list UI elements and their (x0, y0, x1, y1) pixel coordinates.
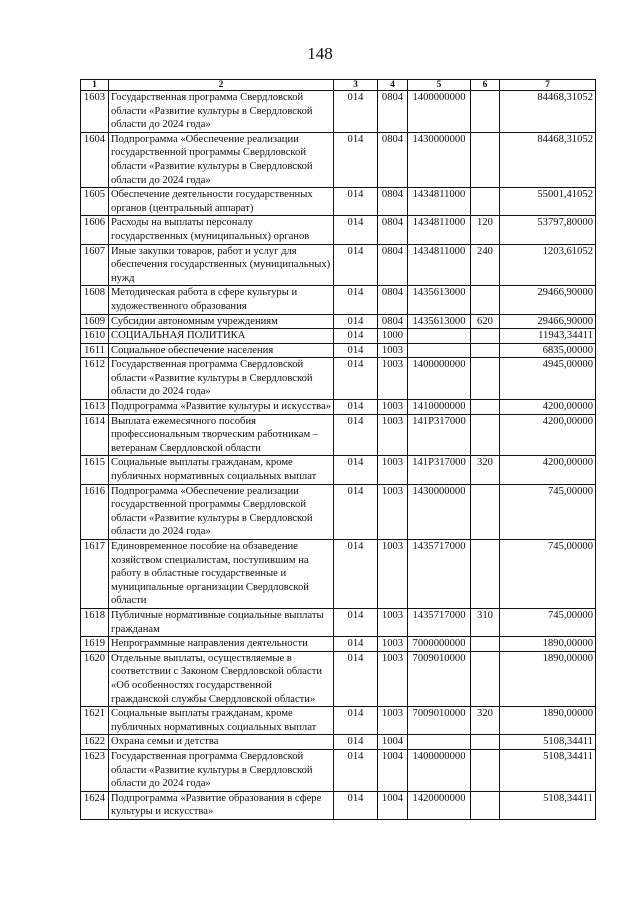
table-header-row (81, 80, 596, 91)
amount-cell: 55001,41052 (500, 188, 596, 216)
section-code-cell: 0804 (378, 314, 408, 329)
row-number-cell: 1611 (81, 343, 109, 358)
ministry-code-cell: 014 (334, 400, 378, 415)
ministry-code-cell: 014 (334, 484, 378, 539)
expense-type-cell: 310 (471, 608, 500, 636)
section-code-cell: 0804 (378, 132, 408, 187)
target-article-cell: 1434811000 (408, 244, 471, 286)
target-article-cell: 1400000000 (408, 358, 471, 400)
ministry-code-cell: 014 (334, 132, 378, 187)
table-row (81, 608, 596, 636)
row-number-cell: 1619 (81, 637, 109, 652)
expense-type-cell (471, 329, 500, 344)
row-name-cell: Подпрограмма «Развитие культуры и искусства» (109, 400, 334, 415)
row-name-cell: СОЦИАЛЬНАЯ ПОЛИТИКА (109, 329, 334, 344)
row-number-cell: 1605 (81, 188, 109, 216)
section-code-cell: 1003 (378, 540, 408, 609)
target-article-cell (408, 329, 471, 344)
table-row (81, 735, 596, 750)
section-code-cell: 0804 (378, 216, 408, 244)
target-article-cell: 1430000000 (408, 132, 471, 187)
expense-type-cell (471, 651, 500, 706)
table-row (81, 791, 596, 819)
row-name-cell: Подпрограмма «Обеспечение реализации государственной программы Свердловской области «Развитие культуры в Свердловской области до 2024 года» (109, 132, 334, 187)
amount-cell: 53797,80000 (500, 216, 596, 244)
section-code-cell: 1003 (378, 484, 408, 539)
row-number-cell: 1614 (81, 414, 109, 456)
ministry-code-cell: 014 (334, 286, 378, 314)
ministry-code-cell: 014 (334, 637, 378, 652)
target-article-cell: 1410000000 (408, 400, 471, 415)
ministry-code-cell: 014 (334, 791, 378, 819)
section-code-cell: 0804 (378, 244, 408, 286)
section-code-cell: 1004 (378, 735, 408, 750)
target-article-cell: 1434811000 (408, 188, 471, 216)
target-article-cell: 1400000000 (408, 91, 471, 133)
amount-cell: 745,00000 (500, 540, 596, 609)
row-name-cell: Расходы на выплаты персоналу государственных (муниципальных) органов (109, 216, 334, 244)
column-header: 3 (334, 80, 378, 91)
section-code-cell: 1003 (378, 707, 408, 735)
row-name-cell: Государственная программа Свердловской области «Развитие культуры в Свердловской области до 2024 года» (109, 749, 334, 791)
column-header: 4 (378, 80, 408, 91)
ministry-code-cell: 014 (334, 414, 378, 456)
amount-cell: 1203,61052 (500, 244, 596, 286)
row-name-cell: Непрограммные направления деятельности (109, 637, 334, 652)
table-row (81, 358, 596, 400)
expense-type-cell (471, 735, 500, 750)
row-name-cell: Подпрограмма «Обеспечение реализации государственной программы Свердловской области «Развитие культуры в Свердловской области до 2024 года» (109, 484, 334, 539)
table-row (81, 414, 596, 456)
amount-cell: 1890,00000 (500, 651, 596, 706)
expense-type-cell: 240 (471, 244, 500, 286)
row-number-cell: 1608 (81, 286, 109, 314)
column-header: 1 (81, 80, 109, 91)
amount-cell: 29466,90000 (500, 314, 596, 329)
amount-cell: 84468,31052 (500, 132, 596, 187)
section-code-cell: 1003 (378, 400, 408, 415)
row-number-cell: 1603 (81, 91, 109, 133)
column-header: 7 (500, 80, 596, 91)
section-code-cell: 1003 (378, 456, 408, 484)
section-code-cell: 1003 (378, 637, 408, 652)
section-code-cell: 1000 (378, 329, 408, 344)
target-article-cell: 1435613000 (408, 314, 471, 329)
section-code-cell: 0804 (378, 188, 408, 216)
table-row (81, 400, 596, 415)
expense-type-cell (471, 286, 500, 314)
column-header: 2 (109, 80, 334, 91)
row-name-cell: Методическая работа в сфере культуры и художественного образования (109, 286, 334, 314)
table-body (81, 91, 596, 820)
table-row (81, 91, 596, 133)
ministry-code-cell: 014 (334, 343, 378, 358)
row-name-cell: Публичные нормативные социальные выплаты гражданам (109, 608, 334, 636)
row-number-cell: 1617 (81, 540, 109, 609)
target-article-cell: 1435717000 (408, 540, 471, 609)
table-row (81, 132, 596, 187)
ministry-code-cell: 014 (334, 91, 378, 133)
section-code-cell: 1003 (378, 414, 408, 456)
row-number-cell: 1624 (81, 791, 109, 819)
row-number-cell: 1612 (81, 358, 109, 400)
amount-cell: 6835,00000 (500, 343, 596, 358)
target-article-cell: 1420000000 (408, 791, 471, 819)
section-code-cell: 1003 (378, 651, 408, 706)
row-number-cell: 1615 (81, 456, 109, 484)
column-header: 6 (471, 80, 500, 91)
target-article-cell: 1435613000 (408, 286, 471, 314)
table-row (81, 343, 596, 358)
amount-cell: 4945,00000 (500, 358, 596, 400)
amount-cell: 5108,34411 (500, 735, 596, 750)
row-name-cell: Выплата ежемесячного пособия профессиональным творческим работникам – ветеранам Свердловской области (109, 414, 334, 456)
ministry-code-cell: 014 (334, 244, 378, 286)
target-article-cell: 7000000000 (408, 637, 471, 652)
ministry-code-cell: 014 (334, 358, 378, 400)
target-article-cell (408, 343, 471, 358)
amount-cell: 745,00000 (500, 608, 596, 636)
section-code-cell: 0804 (378, 91, 408, 133)
target-article-cell: 1400000000 (408, 749, 471, 791)
section-code-cell: 1004 (378, 791, 408, 819)
expense-type-cell (471, 188, 500, 216)
ministry-code-cell: 014 (334, 608, 378, 636)
row-name-cell: Социальное обеспечение населения (109, 343, 334, 358)
amount-cell: 745,00000 (500, 484, 596, 539)
section-code-cell: 1003 (378, 358, 408, 400)
table-row (81, 244, 596, 286)
amount-cell: 1890,00000 (500, 637, 596, 652)
table-row (81, 540, 596, 609)
expense-type-cell (471, 637, 500, 652)
row-number-cell: 1613 (81, 400, 109, 415)
row-name-cell: Государственная программа Свердловской области «Развитие культуры в Свердловской области до 2024 года» (109, 358, 334, 400)
expense-type-cell (471, 791, 500, 819)
ministry-code-cell: 014 (334, 749, 378, 791)
table-row (81, 651, 596, 706)
table-row (81, 637, 596, 652)
row-number-cell: 1620 (81, 651, 109, 706)
ministry-code-cell: 014 (334, 188, 378, 216)
amount-cell: 1890,00000 (500, 707, 596, 735)
row-name-cell: Подпрограмма «Развитие образования в сфере культуры и искусства» (109, 791, 334, 819)
target-article-cell: 1430000000 (408, 484, 471, 539)
expense-type-cell (471, 749, 500, 791)
expense-type-cell (471, 358, 500, 400)
row-number-cell: 1604 (81, 132, 109, 187)
expense-type-cell (471, 484, 500, 539)
row-name-cell: Отдельные выплаты, осуществляемые в соответствии с Законом Свердловской области «Об особенностях государственной гражданской службы Свердловской области» (109, 651, 334, 706)
page-number: 148 (307, 44, 333, 63)
section-code-cell: 0804 (378, 286, 408, 314)
row-name-cell: Охрана семьи и детства (109, 735, 334, 750)
table-row (81, 216, 596, 244)
expense-type-cell (471, 132, 500, 187)
table-row (81, 314, 596, 329)
table-row (81, 749, 596, 791)
expense-type-cell (471, 343, 500, 358)
row-number-cell: 1610 (81, 329, 109, 344)
ministry-code-cell: 014 (334, 456, 378, 484)
row-name-cell: Единовременное пособие на обзаведение хозяйством специалистам, поступившим на работу в областные государственные и муниципальные организации Свердловской области (109, 540, 334, 609)
section-code-cell: 1004 (378, 749, 408, 791)
amount-cell: 84468,31052 (500, 91, 596, 133)
row-name-cell: Государственная программа Свердловской области «Развитие культуры в Свердловской области до 2024 года» (109, 91, 334, 133)
expense-type-cell: 620 (471, 314, 500, 329)
table-row (81, 188, 596, 216)
expense-type-cell: 320 (471, 456, 500, 484)
row-name-cell: Субсидии автономным учреждениям (109, 314, 334, 329)
row-number-cell: 1623 (81, 749, 109, 791)
row-number-cell: 1609 (81, 314, 109, 329)
table-row (81, 286, 596, 314)
amount-cell: 29466,90000 (500, 286, 596, 314)
row-number-cell: 1621 (81, 707, 109, 735)
table-row (81, 456, 596, 484)
expense-type-cell (471, 414, 500, 456)
ministry-code-cell: 014 (334, 216, 378, 244)
amount-cell: 5108,34411 (500, 791, 596, 819)
row-number-cell: 1606 (81, 216, 109, 244)
amount-cell: 4200,00000 (500, 414, 596, 456)
target-article-cell: 1435717000 (408, 608, 471, 636)
target-article-cell: 7009010000 (408, 707, 471, 735)
expense-type-cell (471, 91, 500, 133)
target-article-cell: 141P317000 (408, 414, 471, 456)
row-number-cell: 1616 (81, 484, 109, 539)
row-name-cell: Социальные выплаты гражданам, кроме публичных нормативных социальных выплат (109, 456, 334, 484)
row-number-cell: 1622 (81, 735, 109, 750)
table-row (81, 329, 596, 344)
expense-type-cell (471, 540, 500, 609)
amount-cell: 11943,34411 (500, 329, 596, 344)
section-code-cell: 1003 (378, 608, 408, 636)
table-row (81, 707, 596, 735)
budget-table (80, 79, 596, 820)
table-row (81, 484, 596, 539)
ministry-code-cell: 014 (334, 651, 378, 706)
target-article-cell: 7009010000 (408, 651, 471, 706)
row-name-cell: Обеспечение деятельности государственных органов (центральный аппарат) (109, 188, 334, 216)
row-number-cell: 1618 (81, 608, 109, 636)
column-header: 5 (408, 80, 471, 91)
expense-type-cell: 120 (471, 216, 500, 244)
target-article-cell: 1434811000 (408, 216, 471, 244)
target-article-cell (408, 735, 471, 750)
expense-type-cell (471, 400, 500, 415)
ministry-code-cell: 014 (334, 329, 378, 344)
ministry-code-cell: 014 (334, 540, 378, 609)
expense-type-cell: 320 (471, 707, 500, 735)
amount-cell: 4200,00000 (500, 456, 596, 484)
row-name-cell: Иные закупки товаров, работ и услуг для обеспечения государственных (муниципальных) нужд (109, 244, 334, 286)
ministry-code-cell: 014 (334, 735, 378, 750)
row-name-cell: Социальные выплаты гражданам, кроме публичных нормативных социальных выплат (109, 707, 334, 735)
ministry-code-cell: 014 (334, 707, 378, 735)
section-code-cell: 1003 (378, 343, 408, 358)
target-article-cell: 141P317000 (408, 456, 471, 484)
row-number-cell: 1607 (81, 244, 109, 286)
ministry-code-cell: 014 (334, 314, 378, 329)
amount-cell: 4200,00000 (500, 400, 596, 415)
amount-cell: 5108,34411 (500, 749, 596, 791)
